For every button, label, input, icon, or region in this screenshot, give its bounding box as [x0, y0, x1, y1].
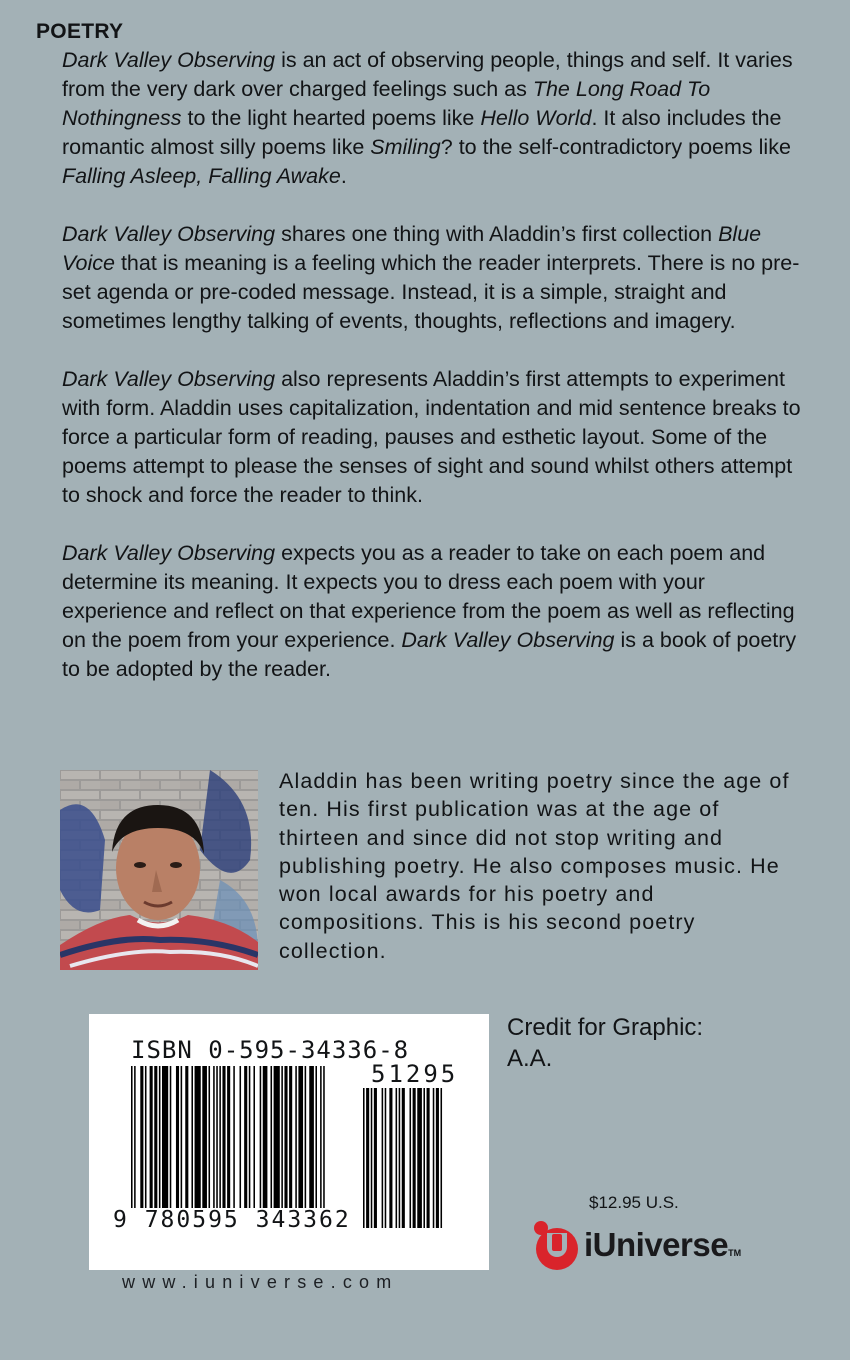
barcode-bar [176, 1066, 179, 1208]
barcode-bar [274, 1066, 280, 1208]
barcode-bar [295, 1066, 297, 1208]
italic-title: Smiling [370, 135, 441, 159]
barcode-bar [145, 1066, 147, 1208]
barcode-bar [298, 1066, 303, 1208]
italic-title: Blue Voice [62, 222, 762, 275]
barcode-bar [240, 1066, 242, 1208]
barcode-bar [396, 1088, 398, 1228]
italic-title: Falling Asleep, Falling Awake [62, 164, 341, 188]
blurb-text: that is meaning is a feeling which the reader interprets. There is no pre-set agenda or pre-coded message. Instead, it is a simple, straight and sometimes lengthy talking of events, thoughts, reflections and imagery. [62, 251, 800, 333]
italic-title: The Long Road To Nothingness [62, 77, 711, 130]
isbn-barcode-box [89, 1014, 489, 1270]
credit-line-2: A.A. [507, 1045, 553, 1072]
barcode-bar [402, 1088, 405, 1228]
barcode-bar [222, 1066, 225, 1208]
barcode-bar [185, 1066, 188, 1208]
barcode-bar [202, 1066, 207, 1208]
barcode-bar [309, 1066, 314, 1208]
barcode-bar [385, 1088, 387, 1228]
italic-title: Dark Valley Observing [401, 628, 615, 652]
barcode-bar [413, 1088, 416, 1228]
author-bio: Aladdin has been writing poetry since the age of ten. His first publication was at the age of thirteen and since did not stop writing and publishing poetry. He also composes music. He won local awards for his poetry and compositions. This is his second poetry collection. [279, 769, 790, 963]
barcode-bar [159, 1066, 161, 1208]
blurb-text: to the light hearted poems like [181, 106, 481, 130]
italic-title: Dark Valley Observing [62, 222, 276, 246]
italic-title: Dark Valley Observing [62, 367, 276, 391]
blurb-paragraph [62, 220, 802, 336]
isbn-number: ISBN 0-595-34336-8 [131, 1036, 410, 1064]
barcode-bar [423, 1088, 425, 1228]
barcode-bar [154, 1066, 157, 1208]
graphic-credit [507, 1012, 703, 1074]
barcode-bar [320, 1066, 322, 1208]
blurb-text: expects you as a reader to take on each poem and determine its meaning. It expects you to dress each poem with your experience and reflect on that experience from the poem as well as reflecting on the poem from your experience. [62, 541, 795, 652]
trademark-symbol: TM [728, 1248, 742, 1258]
barcode-bar [131, 1066, 133, 1208]
italic-title: Dark Valley Observing [62, 48, 276, 72]
ean-digits: 9 780595 343362 [113, 1207, 351, 1233]
barcode-bar [382, 1088, 384, 1228]
barcode-bar [219, 1066, 221, 1208]
blurb-paragraph [62, 365, 802, 510]
publisher-website: www.iuniverse.com [122, 1272, 399, 1292]
barcode-bar [371, 1088, 373, 1228]
barcode-bar [289, 1066, 292, 1208]
blurb-paragraph [62, 46, 802, 191]
italic-title: Hello World [480, 106, 592, 130]
barcode-bar [399, 1088, 401, 1228]
barcode-bar [263, 1066, 268, 1208]
addon-barcode [363, 1088, 469, 1228]
price-code: 51295 [371, 1060, 459, 1088]
blurb-text: is an act of observing people, things and self. It varies from the very dark over charged feelings such as [62, 48, 793, 101]
barcode-bar [134, 1066, 136, 1208]
barcode-bar [433, 1088, 435, 1228]
barcode-bar [244, 1066, 247, 1208]
back-cover-blurb [62, 46, 802, 713]
publisher-name: iUniverse [584, 1226, 729, 1263]
barcode-bar [323, 1066, 325, 1208]
barcode-bar [191, 1066, 193, 1208]
barcode-bar [162, 1066, 168, 1208]
barcode-bar [389, 1088, 392, 1228]
barcode-bar [181, 1066, 183, 1208]
barcode-bar [253, 1066, 255, 1208]
barcode-bar [410, 1088, 412, 1228]
blurb-text: . [340, 164, 347, 188]
ean-barcode [129, 1066, 339, 1208]
italic-title: Dark Valley Observing [62, 541, 276, 565]
barcode-bar [363, 1088, 365, 1228]
publisher-logo [532, 1217, 741, 1273]
barcode-bar [441, 1088, 443, 1228]
barcode-bar [260, 1066, 262, 1208]
barcode-bar [374, 1088, 377, 1228]
barcode-bar [305, 1066, 307, 1208]
blurb-text: is a book of poetry to be adopted by the reader. [62, 628, 797, 681]
barcode-bar [271, 1066, 273, 1208]
barcode-bar [140, 1066, 143, 1208]
barcode-bar [284, 1066, 287, 1208]
barcode-bar [150, 1066, 153, 1208]
genre-label: POETRY [36, 20, 124, 43]
barcode-bar [366, 1088, 369, 1228]
barcode-bar [249, 1066, 251, 1208]
book-price: $12.95 U.S. [589, 1193, 679, 1212]
iuniverse-logo-icon [532, 1219, 580, 1271]
blurb-text: . It also includes the romantic almost silly poems like [62, 106, 782, 159]
credit-line-1: Credit for Graphic: [507, 1014, 704, 1041]
barcode-bar [281, 1066, 283, 1208]
blurb-paragraph [62, 539, 802, 684]
blurb-text: also represents Aladdin’s first attempts to experiment with form. Aladdin uses capitalization, indentation and mid sentence breaks to force a particular form of reading, pauses and esthetic layout. Some of the poems attempt to please the senses of sight and sound whilst others attempt to shock and force the reader to think. [62, 367, 801, 507]
barcode-bar [436, 1088, 439, 1228]
barcode-bar [195, 1066, 201, 1208]
barcode-bar [216, 1066, 218, 1208]
author-photo [60, 770, 258, 970]
barcode-bar [170, 1066, 172, 1208]
blurb-text: shares one thing with Aladdin’s first collection [275, 222, 719, 246]
barcode-bar [315, 1066, 317, 1208]
barcode-bar [233, 1066, 235, 1208]
blurb-text: ? to the self-contradictory poems like [440, 135, 791, 159]
barcode-bar [427, 1088, 430, 1228]
barcode-bar [213, 1066, 215, 1208]
barcode-bar [227, 1066, 230, 1208]
barcode-bar [417, 1088, 422, 1228]
barcode-bar [209, 1066, 211, 1208]
